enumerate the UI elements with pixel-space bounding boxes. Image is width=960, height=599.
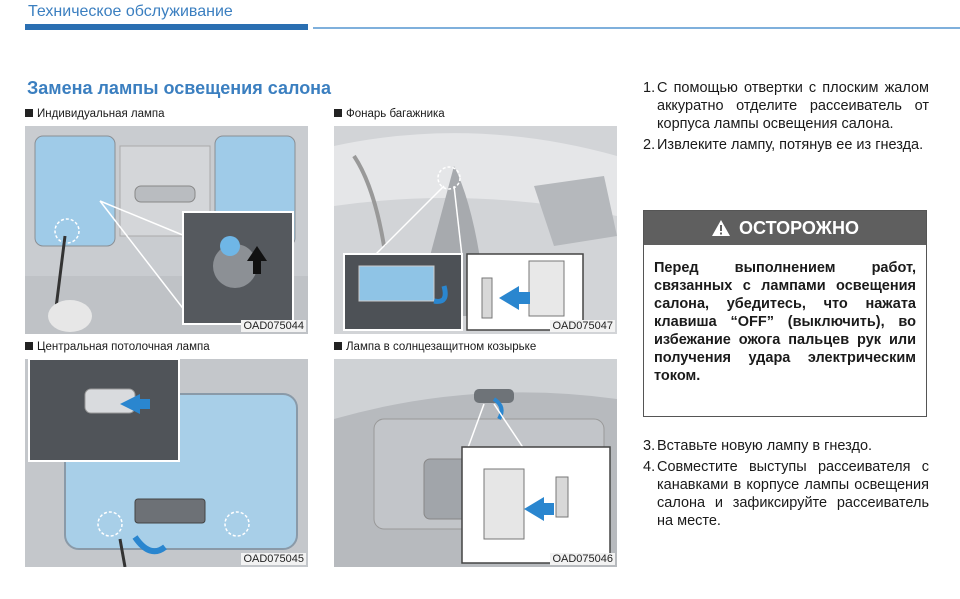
figure-trunk-light <box>334 108 617 334</box>
warning-title: ОСТОРОЖНО <box>739 217 859 238</box>
figure-image <box>334 126 617 334</box>
caption-square-icon <box>25 109 33 117</box>
figure-caption: Лампа в солнцезащитном козырьке <box>334 341 536 353</box>
figure-code: OAD075047 <box>552 320 613 332</box>
steps-bottom <box>643 437 929 533</box>
figure-image <box>25 359 308 567</box>
figure-central-ceiling-lamp <box>25 341 308 567</box>
caption-square-icon <box>25 342 33 350</box>
figure-code: OAD075044 <box>243 320 304 332</box>
figure-code: OAD075045 <box>243 553 304 565</box>
warning-triangle-icon <box>711 219 731 237</box>
step-item: 2. Извлеките лампу, потянув ее из гнезда. <box>643 137 924 153</box>
header-bar-left <box>25 24 308 30</box>
figure-caption: Индивидуальная лампа <box>25 108 165 120</box>
figure-code: OAD075046 <box>552 553 613 565</box>
page-title: Замена лампы освещения салона <box>27 78 332 98</box>
figure-image <box>25 126 308 334</box>
step-item: 3. Вставьте новую лампу в гнездо. <box>643 438 873 454</box>
caption-square-icon <box>334 109 342 117</box>
caption-square-icon <box>334 342 342 350</box>
figure-caption: Центральная потолочная лампа <box>25 341 210 353</box>
figure-individual-lamp <box>25 108 308 334</box>
header-bar-right <box>313 27 960 29</box>
step-item: 1. С помощью отвертки с плоским жалом аккуратно отделите рассеиватель от корпуса лампы освещения салона. <box>643 80 929 132</box>
warning-text: Перед выполнением работ, связанных с лампами освещения салона, убедитесь, что нажата клавиша “OFF” (выключить), во избежание ожога пальцев рук или получения удара электрическим током. <box>654 260 916 384</box>
step-item: 4. Совместите выступы рассеивателя с канавками в корпусе лампы освещения салона и зафиксируйте рассеиватель на месте. <box>643 459 929 529</box>
figure-sun-visor-lamp <box>334 341 617 567</box>
steps-top <box>643 79 929 157</box>
section-header: Техническое обслуживание <box>28 3 233 20</box>
warning-header <box>644 211 926 245</box>
figure-caption: Фонарь багажника <box>334 108 445 120</box>
warning-box <box>643 210 927 417</box>
figure-image <box>334 359 617 567</box>
